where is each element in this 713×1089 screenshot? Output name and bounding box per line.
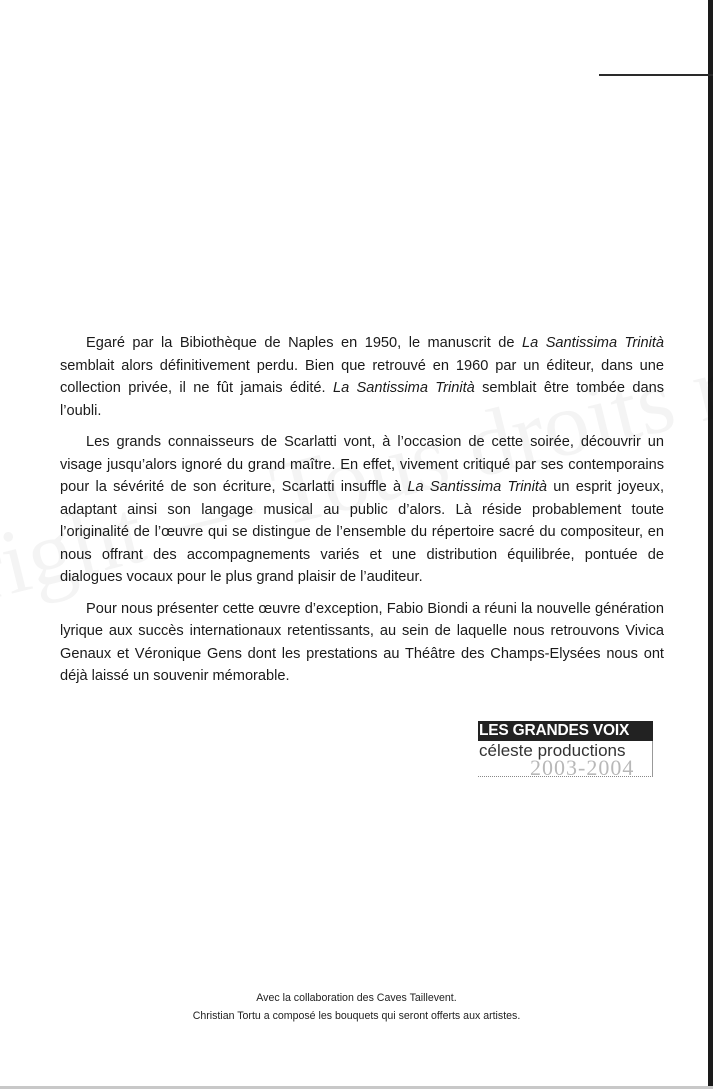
body-paragraph xyxy=(60,332,664,422)
logo-season: 2003-2004 xyxy=(530,755,635,777)
credits-line-caterer: Avec la collaboration des Caves Taillevent. xyxy=(256,992,457,1004)
credits-line-florist: Christian Tortu a composé les bouquets qui seront offerts aux artistes. xyxy=(192,1010,521,1022)
paragraph-text: un esprit joyeux, adaptant ainsi son langage musical au public d’alors. Là réside probablement toute l’originalité de l’œuvre qui se distingue de l’ensemble du répertoire sacré du compositeur, en nous offrant des accompagnements variés et une distribution équilibrée, pontuée de dialogues vocaux pour le plus grand plaisir de l’auditeur. xyxy=(60,479,665,585)
paragraph-text: Pour nous présenter cette œuvre d’exception, Fabio Biondi a réuni la nouvelle génération lyrique aux succès internationaux retentissants, au sein de laquelle nous retrouvons Vivica Genaux et Véronique Gens dont les prestations au Théâtre des Champs-Elysées nous ont déjà laissé un souvenir mémorable. xyxy=(60,600,664,684)
logo-lower-block xyxy=(478,741,653,777)
body-paragraph xyxy=(60,598,664,688)
logo-producer-name: céleste productions xyxy=(479,741,626,760)
page-edge-shadow xyxy=(708,0,713,1089)
les-grandes-voix-logo xyxy=(478,721,653,777)
paragraph-text: Les grands connaisseurs de Scarlatti vont, à l’occasion de cette soirée, découvrir un visage jusqu’alors ignoré du grand maître. En effet, vivement critiqué par ses contemporains pour la sévérité de son écriture, Scarlatti insuffle à xyxy=(60,434,664,495)
body-text xyxy=(60,332,664,697)
body-paragraph xyxy=(60,431,664,589)
paragraph-text: Egaré par la Bibiothèque de Naples en 1950, le manuscrit de xyxy=(86,335,522,351)
top-rule-line xyxy=(599,74,713,76)
work-title: La Santissima Trinità xyxy=(407,479,548,495)
work-title: La Santissima Trinità xyxy=(521,335,665,351)
paragraph-text: semblait être tombée dans l’oubli. xyxy=(60,380,665,419)
credits-block xyxy=(0,989,713,1025)
paragraph-text: semblait alors définitivement perdu. Bien que retrouvé en 1960 par un éditeur, dans une collection privée, il ne fût jamais édité. xyxy=(60,357,664,396)
work-title: La Santissima Trinità xyxy=(332,380,475,396)
logo-title: LES GRANDES VOIX xyxy=(478,721,653,741)
